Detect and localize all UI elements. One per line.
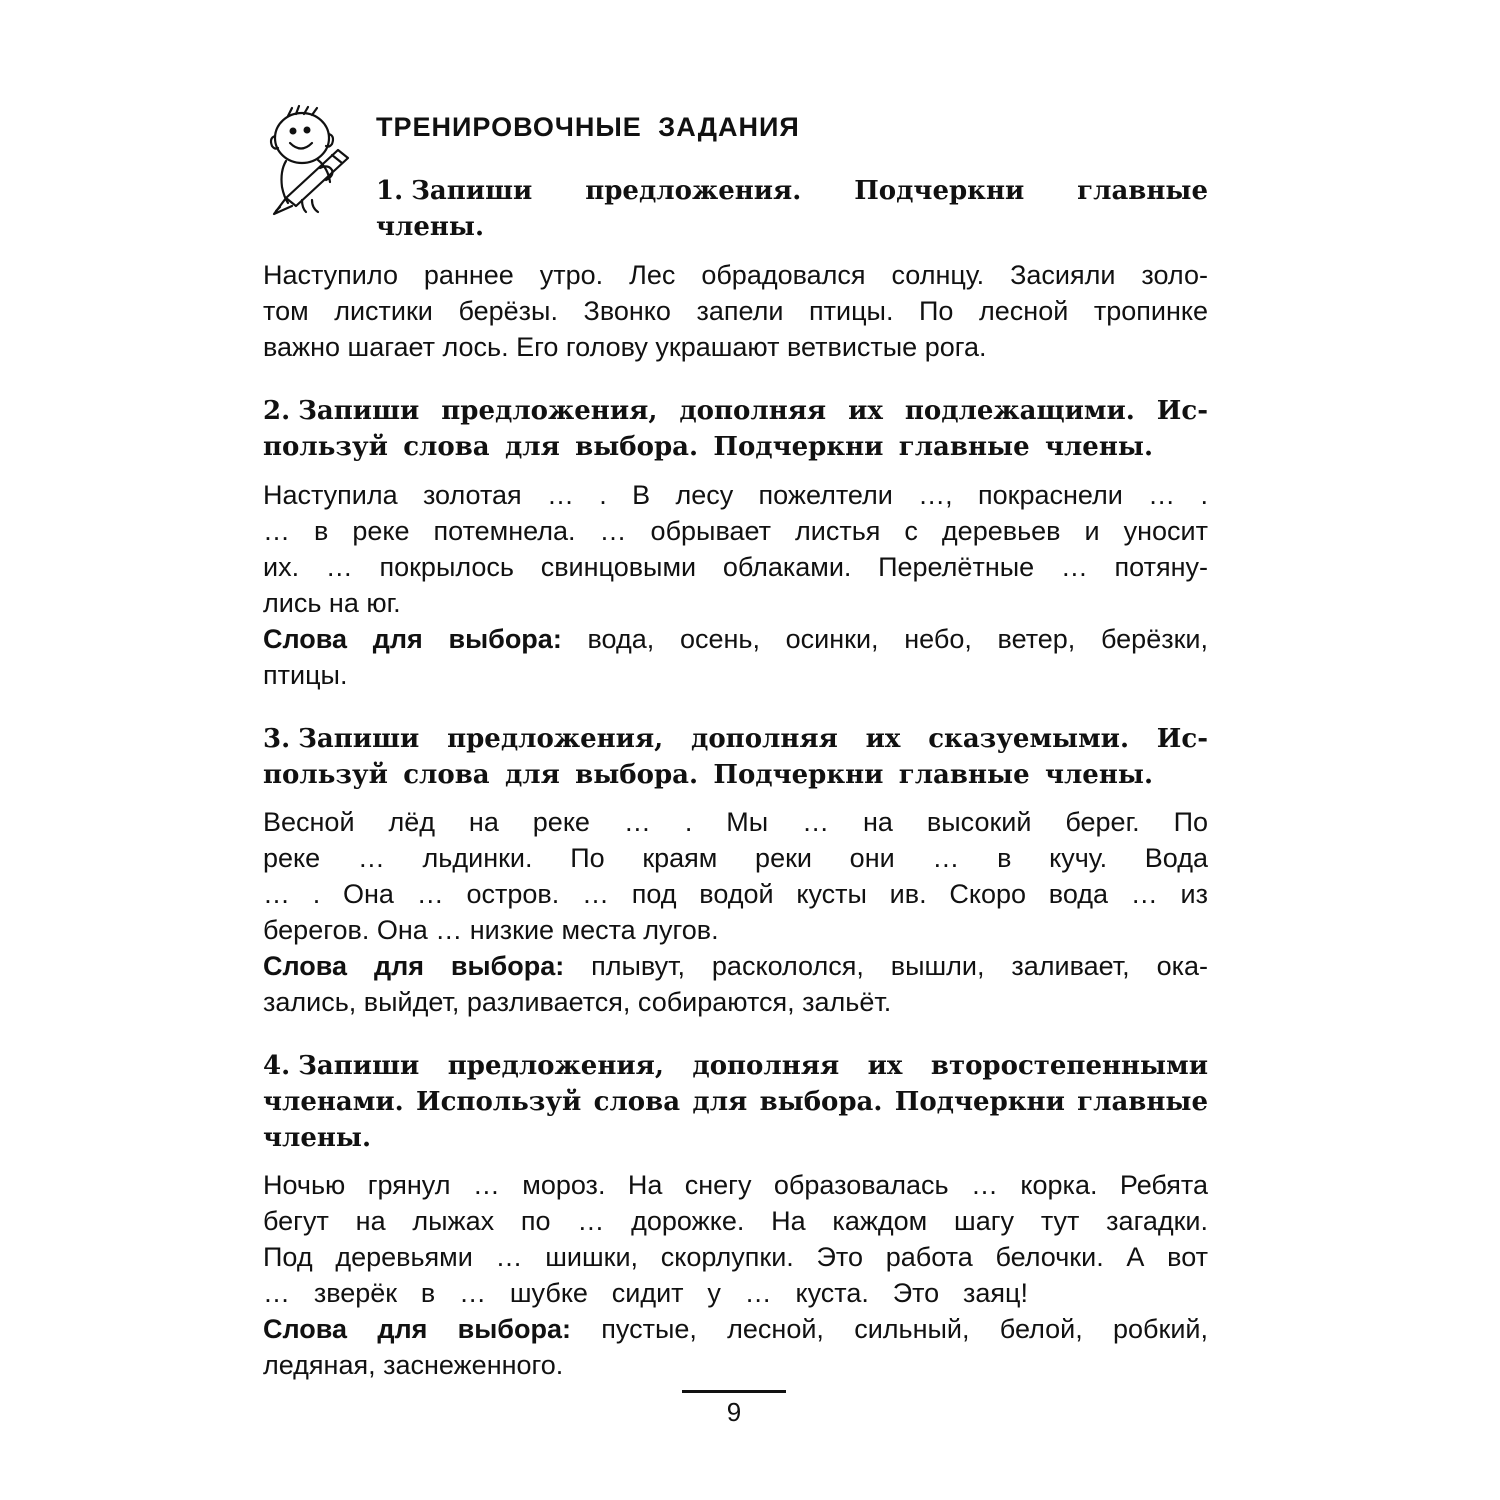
- word-choice-words: плывут, раскололся, вышли, заливает, ока-: [564, 951, 1208, 981]
- text-line: … . Она … остров. … под водой кусты ив. Скоро вода … из: [263, 879, 1208, 909]
- word-choice-words: птицы.: [263, 660, 348, 690]
- word-choice-label: Слова для выбора:: [263, 1314, 571, 1344]
- text-line: … зверёк в … шубке сидит у … куста. Это заяц!: [263, 1278, 1028, 1308]
- text-line: важно шагает лось. Его голову украшают ветвистые рога.: [263, 332, 987, 362]
- page-number-rule: [682, 1390, 786, 1393]
- task-1-title: [376, 173, 1208, 245]
- text-line: реке … льдинки. По краям реки они … в кучу. Вода: [263, 843, 1208, 873]
- word-choice-line: [263, 621, 1208, 657]
- task-3-text: [263, 804, 1208, 1020]
- task-4-number: 4.: [263, 1051, 291, 1081]
- task-2-number: 2.: [263, 396, 291, 426]
- text-line: … в реке потемнела. … обрывает листья с деревьев и уносит: [263, 516, 1208, 546]
- text-line: Ночью грянул … мороз. На снегу образовалась … корка. Ребята: [263, 1170, 1208, 1200]
- page-number: 9: [726, 1397, 742, 1427]
- text-line: Наступила золотая … . В лесу пожелтели …, покраснели … .: [263, 480, 1208, 510]
- boy-with-pencil-icon: [262, 104, 354, 216]
- word-choice-words: зались, выйдет, разливается, собираются, зальёт.: [263, 987, 892, 1017]
- task-2-title: [263, 393, 1208, 465]
- text-line: Наступило раннее утро. Лес обрадовался солнцу. Засияли золо-: [263, 260, 1208, 290]
- task-3-title-line: пользуй слова для выбора. Подчеркни главные члены.: [263, 760, 1153, 790]
- task-2-title-line: Запиши предложения, дополняя их подлежащими. Ис-: [298, 396, 1208, 426]
- word-choice-line: [263, 948, 1208, 984]
- task-4-title-line: членами. Используй слова для выбора. Подчеркни главные: [263, 1087, 1208, 1117]
- task-2-title-line: пользуй слова для выбора. Подчеркни главные члены.: [263, 432, 1153, 462]
- task-4-text: [263, 1167, 1208, 1383]
- text-line: том листики берёзы. Звонко запели птицы. По лесной тропинке: [263, 296, 1208, 326]
- task-1-title-line: Запиши предложения. Подчеркни главные: [411, 176, 1208, 206]
- task-2-text: [263, 477, 1208, 693]
- word-choice-words: ледяная, заснеженного.: [263, 1350, 564, 1380]
- task-4-title-line: члены.: [263, 1123, 372, 1153]
- text-line: лись на юг.: [263, 588, 401, 618]
- task-3-title-line: Запиши предложения, дополняя их сказуемыми. Ис-: [298, 724, 1208, 754]
- text-line: Весной лёд на реке … . Мы … на высокий берег. По: [263, 807, 1208, 837]
- word-choice-label: Слова для выбора:: [263, 951, 565, 981]
- task-3-title: [263, 721, 1208, 793]
- task-1-title-line: члены.: [376, 212, 485, 242]
- word-choice-line: [263, 1311, 1208, 1347]
- word-choice-label: Слова для выбора:: [263, 624, 562, 654]
- text-line: бегут на лыжах по … дорожке. На каждом шагу тут загадки.: [263, 1206, 1208, 1236]
- text-line: их. … покрылось свинцовыми облаками. Перелётные … потяну-: [263, 552, 1208, 582]
- task-3-number: 3.: [263, 724, 291, 754]
- task-1-text: [263, 257, 1208, 365]
- task-4-title: [263, 1048, 1208, 1156]
- section-heading: ТРЕНИРОВОЧНЫЕ ЗАДАНИЯ: [376, 112, 800, 142]
- word-choice-words: пустые, лесной, сильный, белой, робкий,: [570, 1314, 1208, 1344]
- task-4-title-line: Запиши предложения, дополняя их второстепенными: [298, 1051, 1208, 1081]
- text-line: Под деревьями … шишки, скорлупки. Это работа белочки. А вот: [263, 1242, 1208, 1272]
- task-1-number: 1.: [376, 176, 404, 206]
- text-line: берегов. Она … низкие места лугов.: [263, 915, 719, 945]
- word-choice-words: вода, осень, осинки, небо, ветер, берёзки,: [561, 624, 1208, 654]
